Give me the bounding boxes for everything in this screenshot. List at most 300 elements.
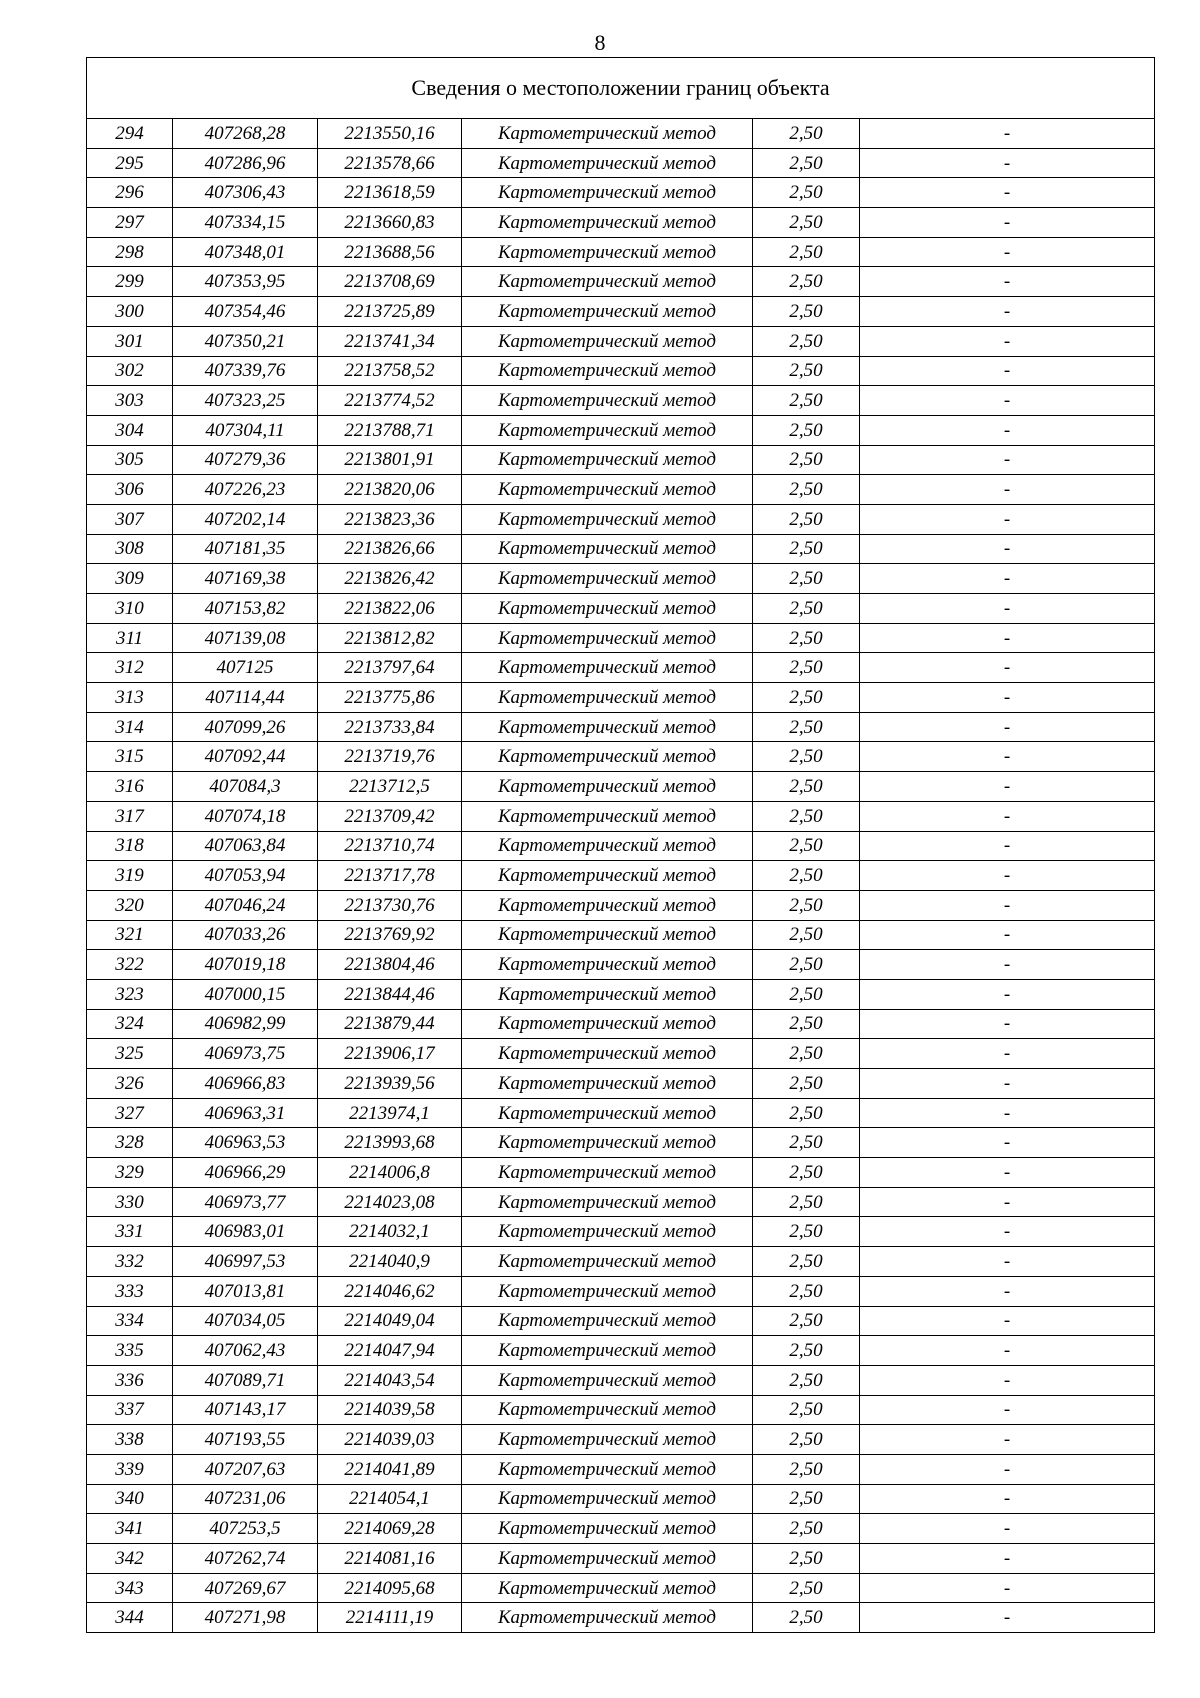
method-cell: Картометрический метод	[462, 861, 753, 891]
point-number-cell: 302	[87, 356, 173, 386]
table-row	[87, 1247, 1155, 1277]
table-row	[87, 1544, 1155, 1574]
x-coordinate-cell: 406966,83	[173, 1069, 318, 1099]
y-coordinate-cell: 2213719,76	[318, 742, 462, 772]
description-cell: -	[860, 504, 1155, 534]
x-coordinate-cell: 407271,98	[173, 1603, 318, 1633]
point-number-cell: 322	[87, 950, 173, 980]
table-row	[87, 1425, 1155, 1455]
method-cell: Картометрический метод	[462, 979, 753, 1009]
method-cell: Картометрический метод	[462, 1009, 753, 1039]
y-coordinate-cell: 2214046,62	[318, 1276, 462, 1306]
precision-cell: 2,50	[753, 178, 860, 208]
precision-cell: 2,50	[753, 1395, 860, 1425]
description-cell: -	[860, 1425, 1155, 1455]
description-cell: -	[860, 178, 1155, 208]
point-number-cell: 309	[87, 564, 173, 594]
table-row	[87, 297, 1155, 327]
x-coordinate-cell: 407350,21	[173, 326, 318, 356]
y-coordinate-cell: 2214081,16	[318, 1544, 462, 1574]
point-number-cell: 306	[87, 475, 173, 505]
y-coordinate-cell: 2213717,78	[318, 861, 462, 891]
x-coordinate-cell: 407125	[173, 653, 318, 683]
description-cell: -	[860, 1514, 1155, 1544]
x-coordinate-cell: 407099,26	[173, 712, 318, 742]
method-cell: Картометрический метод	[462, 445, 753, 475]
y-coordinate-cell: 2213709,42	[318, 801, 462, 831]
x-coordinate-cell: 407089,71	[173, 1365, 318, 1395]
table-row	[87, 326, 1155, 356]
table-row	[87, 950, 1155, 980]
method-cell: Картометрический метод	[462, 950, 753, 980]
description-cell: -	[860, 326, 1155, 356]
point-number-cell: 315	[87, 742, 173, 772]
x-coordinate-cell: 407153,82	[173, 594, 318, 624]
y-coordinate-cell: 2214006,8	[318, 1158, 462, 1188]
y-coordinate-cell: 2214049,04	[318, 1306, 462, 1336]
method-cell: Картометрический метод	[462, 1069, 753, 1099]
y-coordinate-cell: 2213804,46	[318, 950, 462, 980]
description-cell: -	[860, 1395, 1155, 1425]
table-row	[87, 1365, 1155, 1395]
x-coordinate-cell: 407268,28	[173, 119, 318, 149]
table-title-row	[87, 58, 1155, 119]
point-number-cell: 300	[87, 297, 173, 327]
x-coordinate-cell: 407304,11	[173, 415, 318, 445]
x-coordinate-cell: 407354,46	[173, 297, 318, 327]
method-cell: Картометрический метод	[462, 326, 753, 356]
description-cell: -	[860, 1336, 1155, 1366]
precision-cell: 2,50	[753, 1247, 860, 1277]
y-coordinate-cell: 2213660,83	[318, 208, 462, 238]
description-cell: -	[860, 742, 1155, 772]
method-cell: Картометрический метод	[462, 356, 753, 386]
table-row	[87, 712, 1155, 742]
point-number-cell: 304	[87, 415, 173, 445]
point-number-cell: 323	[87, 979, 173, 1009]
boundary-coordinates-table	[86, 57, 1155, 1633]
x-coordinate-cell: 407084,3	[173, 772, 318, 802]
point-number-cell: 310	[87, 594, 173, 624]
precision-cell: 2,50	[753, 1425, 860, 1455]
precision-cell: 2,50	[753, 1603, 860, 1633]
method-cell: Картометрический метод	[462, 712, 753, 742]
description-cell: -	[860, 356, 1155, 386]
y-coordinate-cell: 2213733,84	[318, 712, 462, 742]
method-cell: Картометрический метод	[462, 653, 753, 683]
x-coordinate-cell: 407348,01	[173, 237, 318, 267]
description-cell: -	[860, 267, 1155, 297]
description-cell: -	[860, 1009, 1155, 1039]
y-coordinate-cell: 2213826,66	[318, 534, 462, 564]
point-number-cell: 298	[87, 237, 173, 267]
table-row	[87, 1514, 1155, 1544]
description-cell: -	[860, 1276, 1155, 1306]
table-row	[87, 1603, 1155, 1633]
precision-cell: 2,50	[753, 1098, 860, 1128]
precision-cell: 2,50	[753, 1573, 860, 1603]
x-coordinate-cell: 407334,15	[173, 208, 318, 238]
description-cell: -	[860, 683, 1155, 713]
description-cell: -	[860, 564, 1155, 594]
description-cell: -	[860, 801, 1155, 831]
y-coordinate-cell: 2213906,17	[318, 1039, 462, 1069]
method-cell: Картометрический метод	[462, 772, 753, 802]
x-coordinate-cell: 407193,55	[173, 1425, 318, 1455]
precision-cell: 2,50	[753, 1128, 860, 1158]
y-coordinate-cell: 2213688,56	[318, 237, 462, 267]
y-coordinate-cell: 2213758,52	[318, 356, 462, 386]
method-cell: Картометрический метод	[462, 386, 753, 416]
description-cell: -	[860, 950, 1155, 980]
method-cell: Картометрический метод	[462, 564, 753, 594]
table-row	[87, 208, 1155, 238]
point-number-cell: 328	[87, 1128, 173, 1158]
x-coordinate-cell: 407000,15	[173, 979, 318, 1009]
table-row	[87, 475, 1155, 505]
point-number-cell: 305	[87, 445, 173, 475]
precision-cell: 2,50	[753, 950, 860, 980]
y-coordinate-cell: 2214040,9	[318, 1247, 462, 1277]
description-cell: -	[860, 1365, 1155, 1395]
description-cell: -	[860, 237, 1155, 267]
description-cell: -	[860, 208, 1155, 238]
method-cell: Картометрический метод	[462, 594, 753, 624]
x-coordinate-cell: 407207,63	[173, 1454, 318, 1484]
point-number-cell: 330	[87, 1187, 173, 1217]
precision-cell: 2,50	[753, 148, 860, 178]
description-cell: -	[860, 831, 1155, 861]
x-coordinate-cell: 406973,77	[173, 1187, 318, 1217]
point-number-cell: 320	[87, 890, 173, 920]
method-cell: Картометрический метод	[462, 297, 753, 327]
description-cell: -	[860, 1454, 1155, 1484]
description-cell: -	[860, 534, 1155, 564]
method-cell: Картометрический метод	[462, 1098, 753, 1128]
y-coordinate-cell: 2213879,44	[318, 1009, 462, 1039]
method-cell: Картометрический метод	[462, 148, 753, 178]
method-cell: Картометрический метод	[462, 415, 753, 445]
precision-cell: 2,50	[753, 475, 860, 505]
table-row	[87, 683, 1155, 713]
table-row	[87, 445, 1155, 475]
description-cell: -	[860, 623, 1155, 653]
y-coordinate-cell: 2213741,34	[318, 326, 462, 356]
table-row	[87, 623, 1155, 653]
precision-cell: 2,50	[753, 208, 860, 238]
table-row	[87, 920, 1155, 950]
x-coordinate-cell: 407269,67	[173, 1573, 318, 1603]
table-row	[87, 1336, 1155, 1366]
table-row	[87, 594, 1155, 624]
method-cell: Картометрический метод	[462, 1276, 753, 1306]
table-row	[87, 1276, 1155, 1306]
y-coordinate-cell: 2213826,42	[318, 564, 462, 594]
point-number-cell: 295	[87, 148, 173, 178]
precision-cell: 2,50	[753, 356, 860, 386]
precision-cell: 2,50	[753, 1069, 860, 1099]
description-cell: -	[860, 119, 1155, 149]
method-cell: Картометрический метод	[462, 504, 753, 534]
x-coordinate-cell: 407262,74	[173, 1544, 318, 1574]
y-coordinate-cell: 2213708,69	[318, 267, 462, 297]
y-coordinate-cell: 2214054,1	[318, 1484, 462, 1514]
point-number-cell: 329	[87, 1158, 173, 1188]
precision-cell: 2,50	[753, 1336, 860, 1366]
table-row	[87, 564, 1155, 594]
table-row	[87, 1098, 1155, 1128]
y-coordinate-cell: 2213712,5	[318, 772, 462, 802]
y-coordinate-cell: 2213730,76	[318, 890, 462, 920]
method-cell: Картометрический метод	[462, 237, 753, 267]
x-coordinate-cell: 406963,53	[173, 1128, 318, 1158]
point-number-cell: 318	[87, 831, 173, 861]
description-cell: -	[860, 920, 1155, 950]
precision-cell: 2,50	[753, 831, 860, 861]
description-cell: -	[860, 1247, 1155, 1277]
table-row	[87, 1039, 1155, 1069]
y-coordinate-cell: 2213774,52	[318, 386, 462, 416]
y-coordinate-cell: 2214095,68	[318, 1573, 462, 1603]
y-coordinate-cell: 2213578,66	[318, 148, 462, 178]
method-cell: Картометрический метод	[462, 1573, 753, 1603]
y-coordinate-cell: 2213820,06	[318, 475, 462, 505]
precision-cell: 2,50	[753, 1365, 860, 1395]
precision-cell: 2,50	[753, 1544, 860, 1574]
table-row	[87, 148, 1155, 178]
precision-cell: 2,50	[753, 119, 860, 149]
description-cell: -	[860, 712, 1155, 742]
x-coordinate-cell: 407286,96	[173, 148, 318, 178]
x-coordinate-cell: 407226,23	[173, 475, 318, 505]
point-number-cell: 341	[87, 1514, 173, 1544]
y-coordinate-cell: 2213725,89	[318, 297, 462, 327]
point-number-cell: 301	[87, 326, 173, 356]
x-coordinate-cell: 407202,14	[173, 504, 318, 534]
point-number-cell: 296	[87, 178, 173, 208]
precision-cell: 2,50	[753, 742, 860, 772]
method-cell: Картометрический метод	[462, 801, 753, 831]
table-row	[87, 386, 1155, 416]
method-cell: Картометрический метод	[462, 1247, 753, 1277]
x-coordinate-cell: 406997,53	[173, 1247, 318, 1277]
precision-cell: 2,50	[753, 534, 860, 564]
precision-cell: 2,50	[753, 386, 860, 416]
description-cell: -	[860, 1573, 1155, 1603]
y-coordinate-cell: 2213550,16	[318, 119, 462, 149]
method-cell: Картометрический метод	[462, 831, 753, 861]
precision-cell: 2,50	[753, 861, 860, 891]
method-cell: Картометрический метод	[462, 1306, 753, 1336]
x-coordinate-cell: 407169,38	[173, 564, 318, 594]
point-number-cell: 297	[87, 208, 173, 238]
x-coordinate-cell: 407279,36	[173, 445, 318, 475]
precision-cell: 2,50	[753, 623, 860, 653]
point-number-cell: 327	[87, 1098, 173, 1128]
point-number-cell: 308	[87, 534, 173, 564]
point-number-cell: 303	[87, 386, 173, 416]
x-coordinate-cell: 407353,95	[173, 267, 318, 297]
table-row	[87, 1395, 1155, 1425]
y-coordinate-cell: 2213618,59	[318, 178, 462, 208]
x-coordinate-cell: 407062,43	[173, 1336, 318, 1366]
table-row	[87, 801, 1155, 831]
precision-cell: 2,50	[753, 1009, 860, 1039]
table-row	[87, 653, 1155, 683]
x-coordinate-cell: 407053,94	[173, 861, 318, 891]
point-number-cell: 307	[87, 504, 173, 534]
method-cell: Картометрический метод	[462, 1454, 753, 1484]
y-coordinate-cell: 2214111,19	[318, 1603, 462, 1633]
description-cell: -	[860, 445, 1155, 475]
x-coordinate-cell: 407013,81	[173, 1276, 318, 1306]
point-number-cell: 334	[87, 1306, 173, 1336]
x-coordinate-cell: 407033,26	[173, 920, 318, 950]
x-coordinate-cell: 407092,44	[173, 742, 318, 772]
x-coordinate-cell: 407063,84	[173, 831, 318, 861]
x-coordinate-cell: 406966,29	[173, 1158, 318, 1188]
table-row	[87, 119, 1155, 149]
method-cell: Картометрический метод	[462, 1603, 753, 1633]
table-row	[87, 534, 1155, 564]
description-cell: -	[860, 861, 1155, 891]
precision-cell: 2,50	[753, 237, 860, 267]
y-coordinate-cell: 2214023,08	[318, 1187, 462, 1217]
precision-cell: 2,50	[753, 445, 860, 475]
y-coordinate-cell: 2214047,94	[318, 1336, 462, 1366]
method-cell: Картометрический метод	[462, 1395, 753, 1425]
x-coordinate-cell: 407143,17	[173, 1395, 318, 1425]
point-number-cell: 317	[87, 801, 173, 831]
table-title: Сведения о местоположении границ объекта	[87, 58, 1155, 119]
precision-cell: 2,50	[753, 653, 860, 683]
table-row	[87, 742, 1155, 772]
point-number-cell: 342	[87, 1544, 173, 1574]
method-cell: Картометрический метод	[462, 1336, 753, 1366]
method-cell: Картометрический метод	[462, 1039, 753, 1069]
precision-cell: 2,50	[753, 772, 860, 802]
x-coordinate-cell: 407339,76	[173, 356, 318, 386]
table-row	[87, 979, 1155, 1009]
x-coordinate-cell: 407231,06	[173, 1484, 318, 1514]
x-coordinate-cell: 407046,24	[173, 890, 318, 920]
y-coordinate-cell: 2213801,91	[318, 445, 462, 475]
method-cell: Картометрический метод	[462, 683, 753, 713]
point-number-cell: 335	[87, 1336, 173, 1366]
method-cell: Картометрический метод	[462, 1425, 753, 1455]
table-row	[87, 1454, 1155, 1484]
method-cell: Картометрический метод	[462, 1128, 753, 1158]
y-coordinate-cell: 2213844,46	[318, 979, 462, 1009]
y-coordinate-cell: 2213769,92	[318, 920, 462, 950]
precision-cell: 2,50	[753, 594, 860, 624]
x-coordinate-cell: 407114,44	[173, 683, 318, 713]
method-cell: Картометрический метод	[462, 475, 753, 505]
x-coordinate-cell: 407074,18	[173, 801, 318, 831]
table-row	[87, 504, 1155, 534]
point-number-cell: 338	[87, 1425, 173, 1455]
precision-cell: 2,50	[753, 1306, 860, 1336]
method-cell: Картометрический метод	[462, 623, 753, 653]
method-cell: Картометрический метод	[462, 890, 753, 920]
table-row	[87, 178, 1155, 208]
description-cell: -	[860, 415, 1155, 445]
table-row	[87, 861, 1155, 891]
description-cell: -	[860, 1039, 1155, 1069]
point-number-cell: 332	[87, 1247, 173, 1277]
precision-cell: 2,50	[753, 1039, 860, 1069]
precision-cell: 2,50	[753, 1514, 860, 1544]
y-coordinate-cell: 2213775,86	[318, 683, 462, 713]
table-row	[87, 1128, 1155, 1158]
description-cell: -	[860, 653, 1155, 683]
point-number-cell: 331	[87, 1217, 173, 1247]
point-number-cell: 344	[87, 1603, 173, 1633]
description-cell: -	[860, 890, 1155, 920]
description-cell: -	[860, 475, 1155, 505]
method-cell: Картометрический метод	[462, 1514, 753, 1544]
method-cell: Картометрический метод	[462, 1158, 753, 1188]
point-number-cell: 314	[87, 712, 173, 742]
method-cell: Картометрический метод	[462, 1544, 753, 1574]
method-cell: Картометрический метод	[462, 208, 753, 238]
point-number-cell: 321	[87, 920, 173, 950]
description-cell: -	[860, 1098, 1155, 1128]
table-row	[87, 831, 1155, 861]
precision-cell: 2,50	[753, 1217, 860, 1247]
table-row	[87, 1187, 1155, 1217]
point-number-cell: 337	[87, 1395, 173, 1425]
precision-cell: 2,50	[753, 1484, 860, 1514]
y-coordinate-cell: 2213812,82	[318, 623, 462, 653]
description-cell: -	[860, 1069, 1155, 1099]
description-cell: -	[860, 386, 1155, 416]
precision-cell: 2,50	[753, 890, 860, 920]
table-row	[87, 890, 1155, 920]
point-number-cell: 336	[87, 1365, 173, 1395]
method-cell: Картометрический метод	[462, 1365, 753, 1395]
y-coordinate-cell: 2214032,1	[318, 1217, 462, 1247]
method-cell: Картометрический метод	[462, 534, 753, 564]
description-cell: -	[860, 1306, 1155, 1336]
point-number-cell: 340	[87, 1484, 173, 1514]
table-row	[87, 356, 1155, 386]
x-coordinate-cell: 406973,75	[173, 1039, 318, 1069]
x-coordinate-cell: 406982,99	[173, 1009, 318, 1039]
point-number-cell: 313	[87, 683, 173, 713]
table-row	[87, 1069, 1155, 1099]
point-number-cell: 311	[87, 623, 173, 653]
point-number-cell: 294	[87, 119, 173, 149]
precision-cell: 2,50	[753, 415, 860, 445]
y-coordinate-cell: 2214041,89	[318, 1454, 462, 1484]
y-coordinate-cell: 2214039,58	[318, 1395, 462, 1425]
table-row	[87, 1573, 1155, 1603]
table-row	[87, 415, 1155, 445]
precision-cell: 2,50	[753, 326, 860, 356]
page-number: 8	[594, 30, 606, 55]
description-cell: -	[860, 772, 1155, 802]
point-number-cell: 324	[87, 1009, 173, 1039]
point-number-cell: 325	[87, 1039, 173, 1069]
x-coordinate-cell: 407323,25	[173, 386, 318, 416]
y-coordinate-cell: 2213993,68	[318, 1128, 462, 1158]
y-coordinate-cell: 2214043,54	[318, 1365, 462, 1395]
description-cell: -	[860, 1544, 1155, 1574]
precision-cell: 2,50	[753, 1454, 860, 1484]
precision-cell: 2,50	[753, 564, 860, 594]
precision-cell: 2,50	[753, 920, 860, 950]
